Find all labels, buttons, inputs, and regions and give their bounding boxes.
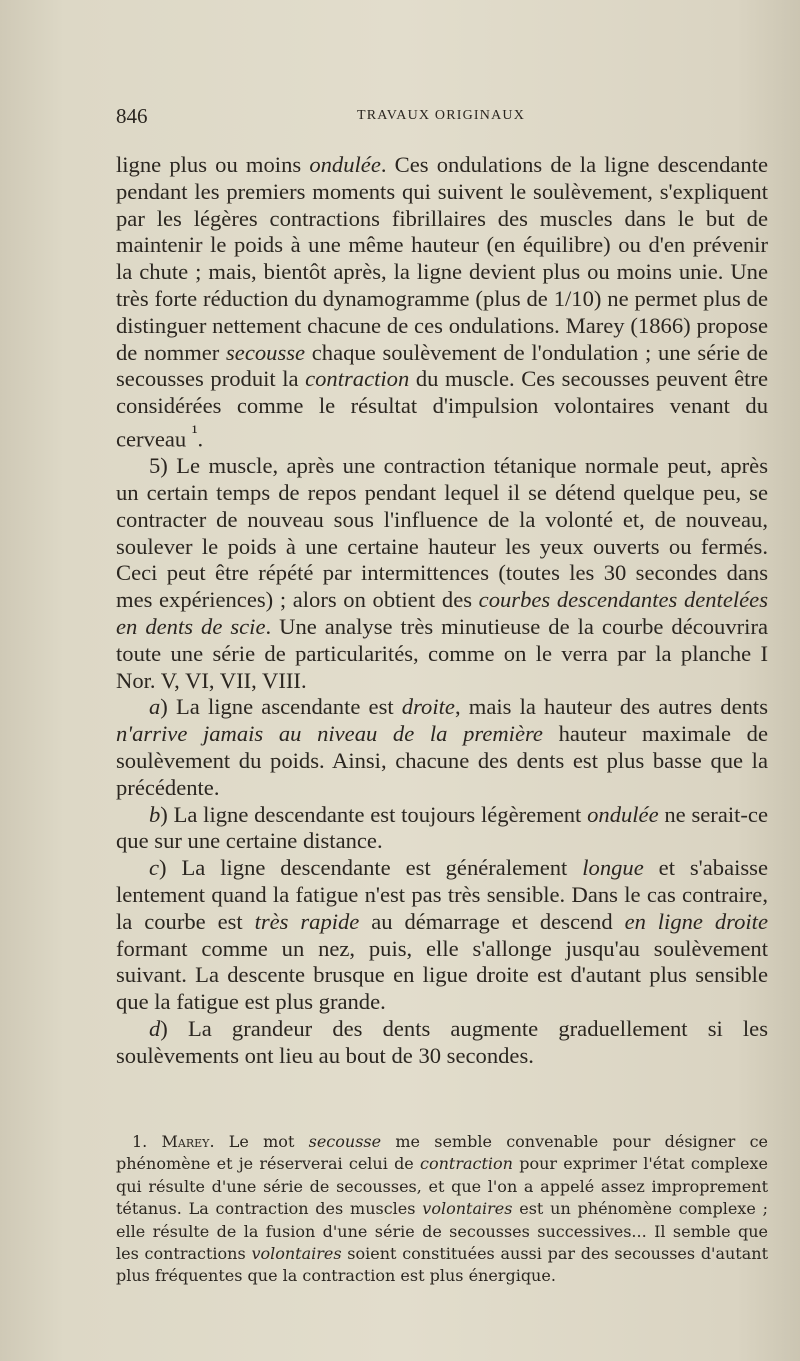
text-run: . — [197, 426, 204, 452]
text-run: et s'abaisse lentement quand la fatigue n'est pas très sensible. Dans le cas contraire, la courbe est — [116, 855, 768, 934]
italic-term: longue — [582, 855, 644, 881]
paragraph-b — [116, 802, 768, 856]
text-run: ) La ligne descendante est toujours légèrement — [160, 801, 588, 827]
italic-term: courbes descendantes dentelées en dents de scie — [116, 587, 768, 640]
italic-term: ondulée — [309, 152, 381, 177]
text-run: pour exprimer l'état complexe qui résulte d'une série de secousses, et que l'on a appelé assez improprement tétanus. La contraction des muscles — [116, 1154, 768, 1219]
item-letter: b — [149, 801, 161, 827]
text-run: . Ces ondulations de la ligne descendante pendant les premiers moments qui suivent le soulèvement, s'expliquent par les légères contractions fibrillaires des muscles dans le but de maintenir le poids à une même hauteur (en équilibre) ou d'en prévenir la chute ; mais, bientôt après, la ligne devient plus ou moins unie. Une très forte réduction du dynamogramme (plus de 1/10) ne permet plus de distinguer nettement chacune de ces ondulations. Marey (1866) propose de nommer — [116, 152, 769, 365]
italic-term: volontaires — [422, 1199, 513, 1219]
text-run: . Le mot — [209, 1132, 309, 1151]
text-run: ) La grandeur des dents augmente graduellement si les soulèvements ont lieu au bout de 30 secondes. — [116, 1016, 768, 1068]
item-letter: c — [149, 855, 160, 881]
footnote-number: 1. — [132, 1132, 162, 1151]
italic-term: très rapide — [254, 908, 360, 934]
italic-term: secousse — [226, 339, 306, 365]
text-run: formant comme un nez, puis, elle s'allonge jusqu'au soulèvement suivant. La descente brusque en ligue droite est d'autant plus sensible que la fatigue est plus grande. — [116, 935, 768, 1015]
running-head — [116, 104, 766, 130]
text-run: . Une analyse très minutieuse de la courbe découvrira toute une série de particularités, comme on le verra par la planche I Nor. V, VI, VII, VIII. — [116, 614, 768, 693]
italic-term: secousse — [308, 1132, 382, 1151]
text-run: est un phénomène complexe ; elle résulte de la fusion d'une série de secousses successives... Il semble que les contractions — [116, 1199, 768, 1264]
italic-term: contraction — [420, 1154, 513, 1174]
footnote-marker[interactable]: ¹ — [191, 421, 198, 443]
footnote-1 — [116, 1131, 768, 1288]
text-run: ) La ligne ascendante est — [160, 694, 402, 720]
paragraph-5-muscle — [116, 453, 768, 694]
text-run: au démarrage et descend — [359, 908, 625, 934]
footnote-section — [116, 1131, 768, 1288]
text-run: soient constituées aussi par des secousses d'autant plus fréquentes que la contraction est plus énergique. — [116, 1244, 769, 1286]
text-run: hauteur maximale de soulèvement du poids. Ainsi, chacune des dents est plus basse que la précédente. — [116, 721, 769, 800]
text-run: ne serait-ce que sur une certaine distance. — [116, 801, 768, 854]
paragraph-c — [116, 855, 768, 1016]
header-title: TRAVAUX ORIGINAUX — [356, 108, 526, 123]
italic-term: en ligne droite — [624, 908, 768, 934]
paragraph-d — [116, 1016, 768, 1070]
italic-term: contraction — [305, 366, 410, 392]
item-letter: d — [149, 1016, 161, 1042]
text-run: du muscle. Ces secousses peuvent être considérées comme le résultat d'impulsion volontaires venant du cerveau — [116, 366, 768, 452]
body-text — [116, 152, 768, 1070]
page-number: 846 — [116, 104, 148, 128]
footnote-author: Marey — [161, 1132, 210, 1151]
text-run: , mais la hauteur des autres dents — [454, 694, 768, 720]
italic-term: ondulée — [587, 801, 659, 827]
text-run: chaque soulèvement de l'ondulation ; une série de secousses produit la — [116, 339, 768, 392]
item-letter: a — [149, 694, 161, 720]
text-run: ) La ligne descendante est généralement — [159, 855, 583, 881]
text-run: ligne plus ou moins — [116, 152, 310, 177]
italic-term: droite — [401, 694, 455, 720]
text-run: 5) Le muscle, après une contraction tétanique normale peut, après un certain temps de repos pendant lequel il se détend quelque peu, se contracter de nouveau sous l'influence de la volonté et, de nouveau, soulever le poids à une certaine hauteur les yeux ouverts ou fermés. Ceci peut être répété par intermittences (toutes les 30 secondes dans mes expériences) ; alors on obtient des — [116, 453, 768, 613]
paragraph-a — [116, 694, 768, 801]
text-run: me semble convenable pour désigner ce phénomène et je réserverai celui de — [116, 1132, 768, 1174]
paragraph-ondulations — [116, 152, 768, 453]
italic-term: n'arrive jamais au niveau de la première — [116, 721, 543, 747]
italic-term: volontaires — [251, 1244, 342, 1264]
